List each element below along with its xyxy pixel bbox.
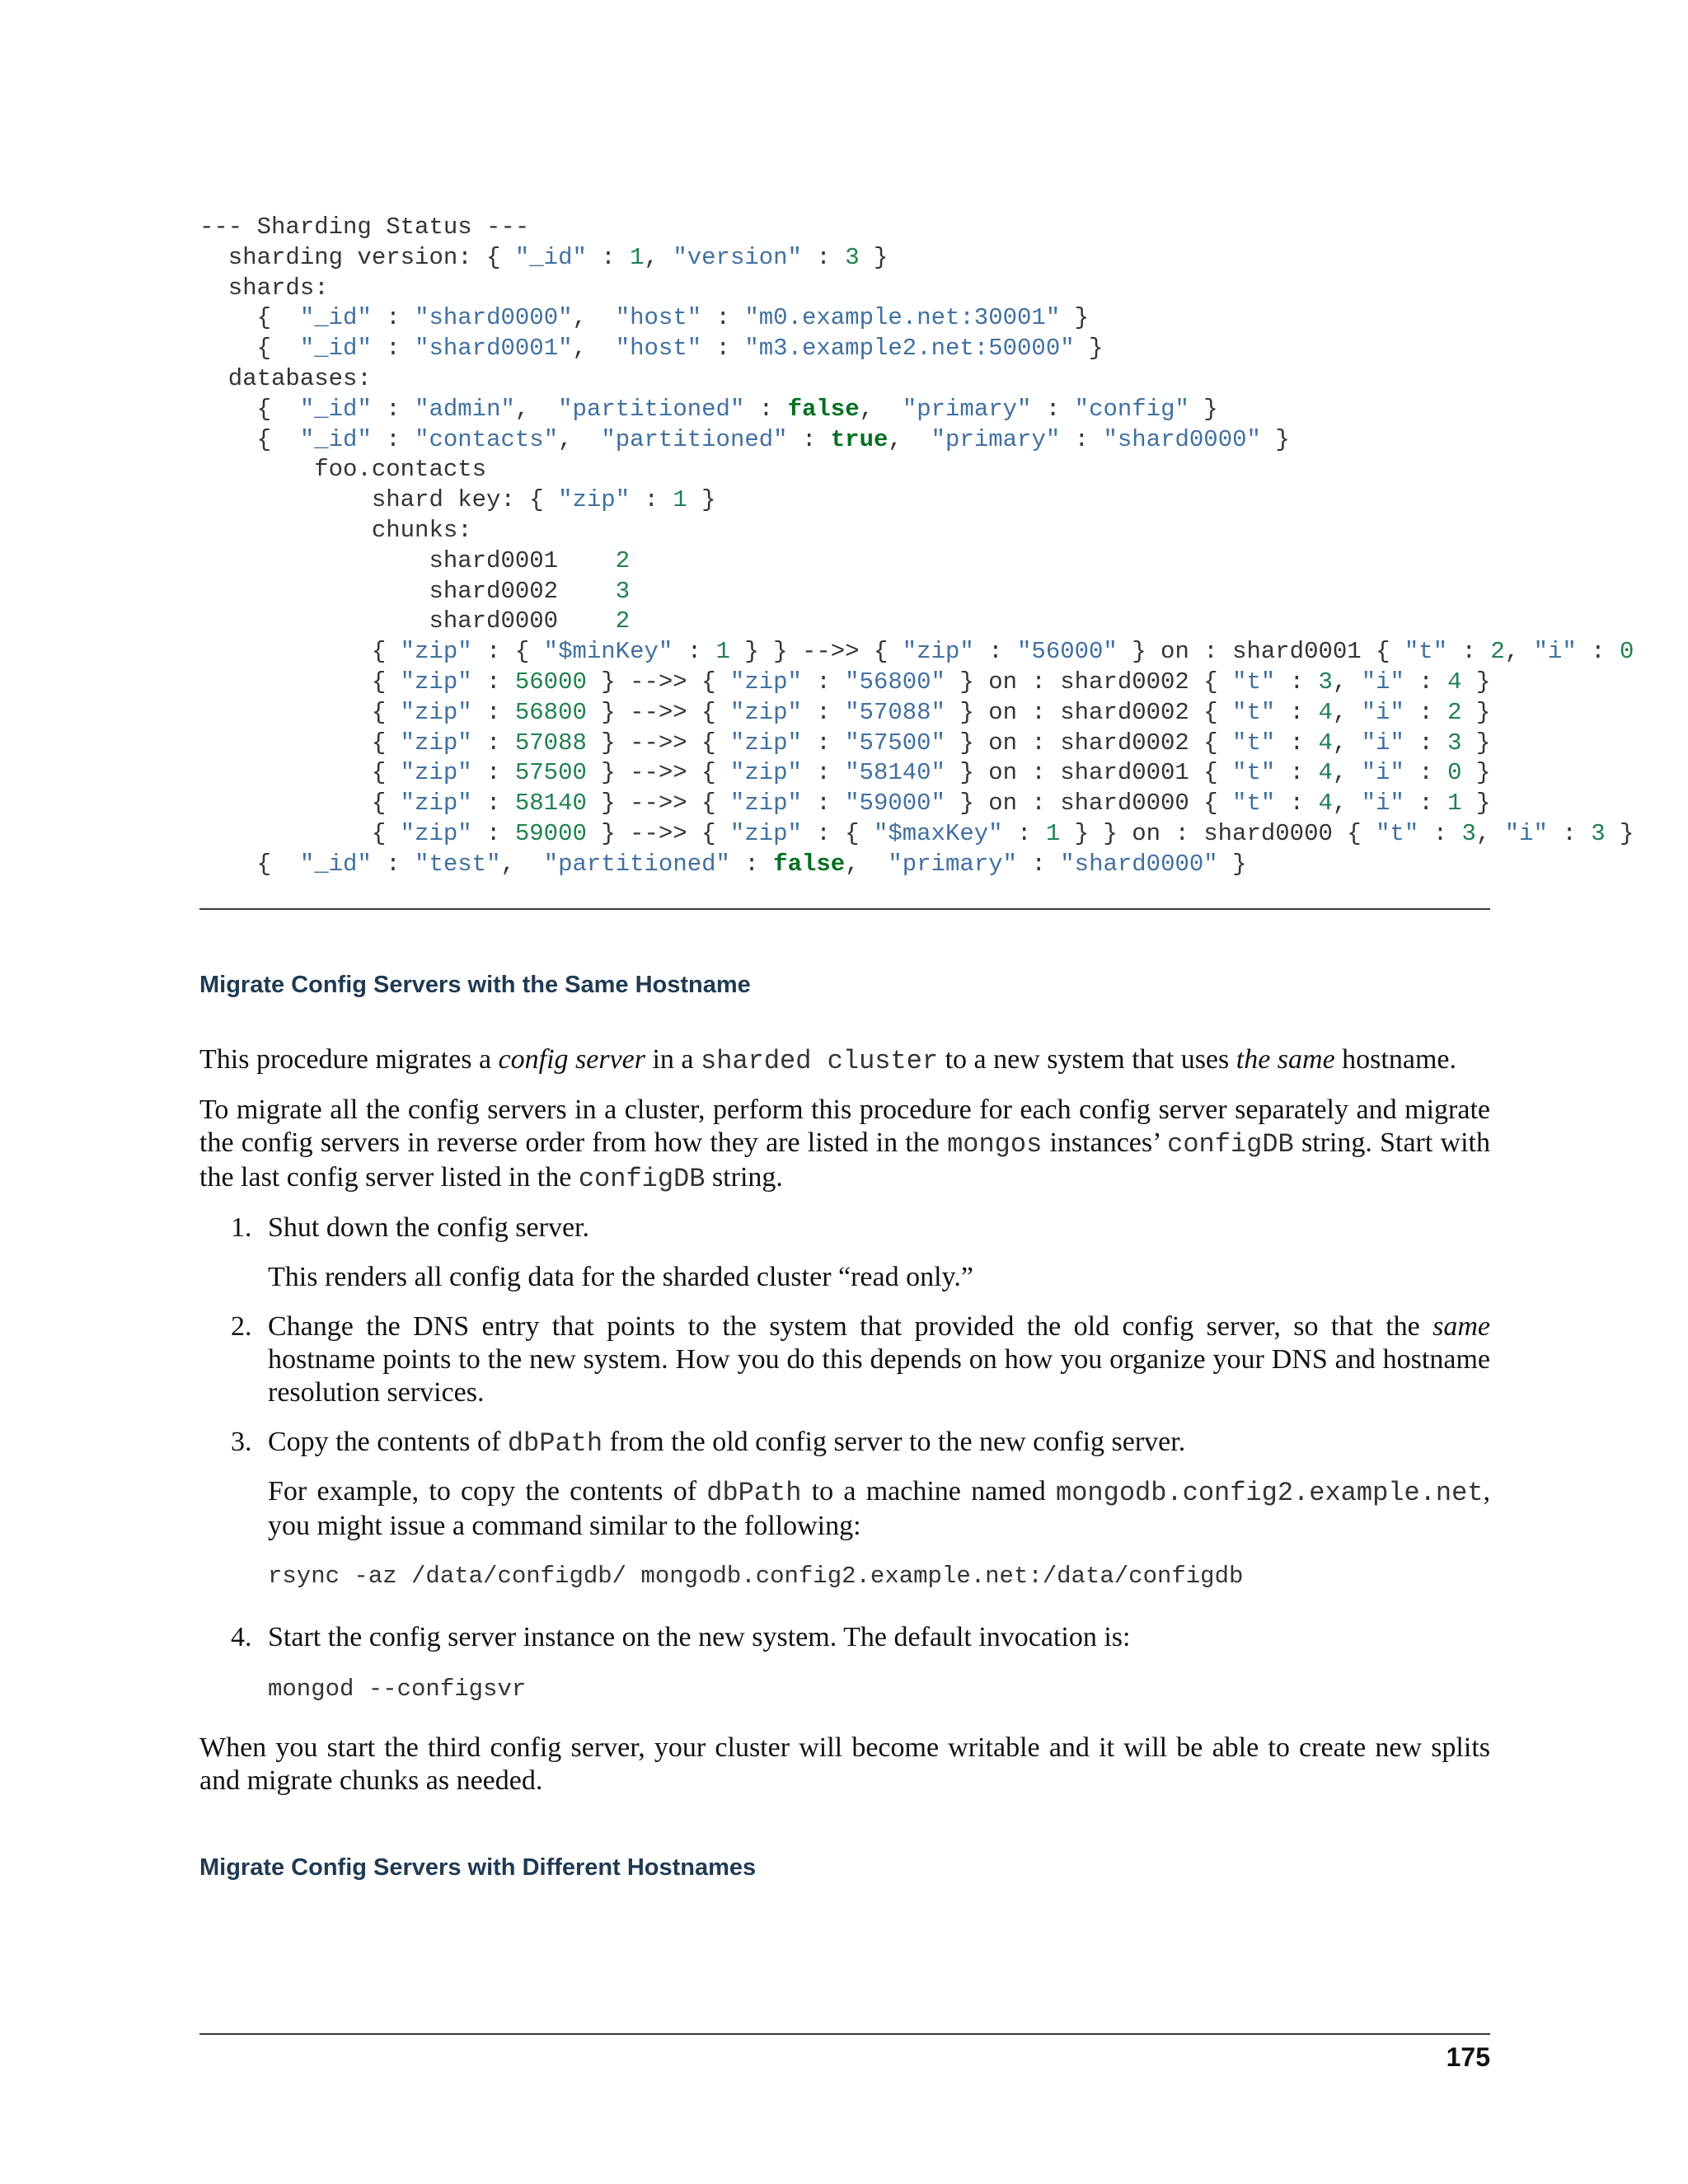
code-token: 4 (1447, 668, 1462, 696)
code-token: : (787, 425, 831, 453)
code-token: "t" (1232, 668, 1276, 696)
code-token: databases: (199, 364, 372, 392)
intro-paragraph: This procedure migrates a config server in a sharded cluster to a new system that uses the same hostname. (199, 1044, 1456, 1076)
code-token: "shard0000" (415, 304, 573, 332)
code-token: 1 (1045, 819, 1061, 847)
code-token: "_id" (514, 243, 587, 271)
code-token: "zip" (729, 790, 802, 818)
code-token: } (1605, 819, 1634, 847)
code-token: 3 (615, 577, 631, 605)
step-3-number: 3. (231, 1427, 252, 1457)
code-token: "config" (1074, 395, 1189, 423)
code-token: { (199, 335, 300, 363)
code-token: 1 (1447, 790, 1462, 818)
code-token: } -->> { (586, 790, 730, 818)
code-token: : (371, 304, 415, 332)
code-token: "t" (1376, 819, 1419, 847)
code-token: 56000 (514, 668, 587, 696)
code-token: { (199, 698, 401, 726)
code-token: "zip" (400, 790, 472, 818)
code-token: shards: (199, 274, 329, 302)
code-token: "_id" (299, 850, 372, 878)
code-token: { (199, 304, 300, 332)
code-token: : (801, 790, 846, 818)
code-token: } (687, 486, 716, 514)
code-token: : (1275, 729, 1319, 757)
code-token: 3 (1318, 668, 1333, 696)
page-number: 175 (1446, 2042, 1490, 2072)
code-token: : (1447, 638, 1491, 666)
code-token: , (1332, 729, 1362, 757)
code-token: } on : shard0002 { (945, 668, 1233, 696)
code-token: , (1332, 759, 1362, 787)
code-token: : (371, 395, 415, 423)
code-token: : (1275, 759, 1319, 787)
code-token: : (1576, 638, 1620, 666)
code-token: , (572, 335, 616, 363)
code-token: "shard0001" (415, 335, 573, 363)
code-token: "zip" (729, 668, 802, 696)
code-token: } (1461, 698, 1491, 726)
code-token: --- Sharding Status --- (199, 213, 530, 241)
code-token: "t" (1404, 638, 1448, 666)
step-1-note: This renders all config data for the sharded cluster “read only.” (268, 1262, 973, 1292)
code-token: } -->> { (586, 729, 730, 757)
code-token: } (1260, 425, 1290, 453)
code-token: } (1217, 850, 1247, 878)
code-token: "zip" (400, 729, 472, 757)
code-token: : (1060, 425, 1104, 453)
code-token: 57088 (514, 729, 587, 757)
code-token: : (1275, 668, 1319, 696)
code-token: : (1404, 759, 1448, 787)
code-token: } (859, 243, 889, 271)
code-token: : (471, 668, 515, 696)
code-token: "58140" (845, 759, 945, 787)
code-token: } } on : shard0000 { (1060, 819, 1376, 847)
code-token: : (801, 243, 846, 271)
code-token: "zip" (400, 698, 472, 726)
code-token: chunks: (199, 516, 472, 544)
code-token: "host" (615, 304, 702, 332)
code-token: : (801, 698, 846, 726)
code-token: } on : shard0001 { (1117, 638, 1404, 666)
code-token: : (471, 698, 515, 726)
code-token: } (1461, 729, 1491, 757)
code-token: foo.contacts (199, 456, 487, 484)
code-token: { (199, 850, 300, 878)
code-token: : (1404, 698, 1448, 726)
code-token: "_id" (299, 395, 372, 423)
code-token: , (1504, 638, 1534, 666)
code-token: : (471, 819, 515, 847)
code-token: "_id" (299, 335, 372, 363)
code-token: shard key: { (199, 486, 559, 514)
code-token: "i" (1533, 638, 1577, 666)
code-token: 4 (1318, 698, 1333, 726)
code-token: "partitioned" (543, 850, 730, 878)
code-token: "zip" (400, 638, 472, 666)
code-token: 58140 (514, 790, 587, 818)
code-token: } } -->> { (729, 638, 903, 666)
code-token: : { (801, 819, 874, 847)
code-token: 2 (615, 546, 631, 574)
code-token: "version" (673, 243, 802, 271)
code-token: 3 (845, 243, 860, 271)
code-token: "i" (1361, 668, 1404, 696)
code-token: 1 (630, 243, 645, 271)
rsync-command: rsync -az /data/configdb/ mongodb.config2.example.net:/data/configdb (268, 1563, 1244, 1590)
code-token: 0 (1620, 638, 1634, 666)
code-token: "primary" (902, 395, 1032, 423)
section-heading-same-hostname: Migrate Config Servers with the Same Hostname (199, 972, 751, 998)
code-token: "test" (415, 850, 501, 878)
step-4-number: 4. (231, 1622, 252, 1652)
code-token: } on : shard0000 { (945, 790, 1233, 818)
code-token: , (1475, 819, 1505, 847)
code-token: 4 (1318, 729, 1333, 757)
code-token: "i" (1504, 819, 1548, 847)
code-token: "$maxKey" (873, 819, 1003, 847)
code-token: 56800 (514, 698, 587, 726)
code-token: 4 (1318, 790, 1333, 818)
code-token: , (888, 425, 931, 453)
code-token: : (1275, 698, 1319, 726)
code-token: , (1332, 698, 1362, 726)
code-token: } (1189, 395, 1218, 423)
code-token: : (801, 668, 846, 696)
code-token: 57500 (514, 759, 587, 787)
code-token: : (630, 486, 673, 514)
code-token: "zip" (558, 486, 631, 514)
code-token: shard0002 (199, 577, 616, 605)
code-token: 59000 (514, 819, 587, 847)
code-token: } (1461, 759, 1491, 787)
code-token: "59000" (845, 790, 945, 818)
code-token: : (701, 304, 745, 332)
code-token: 4 (1318, 759, 1333, 787)
code-token: , (1332, 668, 1362, 696)
migration-order-paragraph: To migrate all the config servers in a cluster, perform this procedure for each config server separately and migrate the config servers in reverse order from how they are listed in the mongos instances’ configDB string. Start with the last config server listed in the configDB string. (199, 1094, 1490, 1194)
code-token: } -->> { (586, 698, 730, 726)
code-token: 3 (1447, 729, 1462, 757)
code-token: , (644, 243, 673, 271)
code-token: : (371, 425, 415, 453)
code-token: "_id" (299, 425, 372, 453)
code-token: "_id" (299, 304, 372, 332)
code-token: : (973, 638, 1018, 666)
code-token: 3 (1461, 819, 1476, 847)
closing-paragraph: When you start the third config server, your cluster will become writable and it will be able to create new splits and migrate chunks as needed. (199, 1732, 1490, 1796)
code-token: : (471, 729, 515, 757)
code-token: : (1275, 790, 1319, 818)
code-token: { (199, 638, 401, 666)
code-token: : (1002, 819, 1046, 847)
code-token: "56000" (1017, 638, 1118, 666)
code-token: 2 (1447, 698, 1462, 726)
code-token: "partitioned" (558, 395, 745, 423)
code-token: : (371, 335, 415, 363)
step-4-text: Start the config server instance on the new system. The default invocation is: (268, 1622, 1131, 1652)
code-token: } on : shard0002 { (945, 729, 1233, 757)
code-token: "t" (1232, 698, 1276, 726)
code-token: : (801, 729, 846, 757)
code-token: "zip" (729, 759, 802, 787)
step-1-number: 1. (231, 1212, 252, 1243)
code-token: } (1461, 790, 1491, 818)
code-token: : (1017, 850, 1061, 878)
code-block-divider (199, 908, 1490, 910)
code-token: { (199, 729, 401, 757)
code-token: "zip" (729, 819, 802, 847)
code-token: : (471, 759, 515, 787)
code-token: : { (471, 638, 544, 666)
code-token: } on : shard0002 { (945, 698, 1233, 726)
code-token: , (859, 395, 903, 423)
code-token: { (199, 668, 401, 696)
sharding-status-code-block (199, 213, 1688, 880)
code-token: } -->> { (586, 759, 730, 787)
code-token: } (1060, 304, 1090, 332)
step-2-number: 2. (231, 1311, 252, 1342)
code-token: , (514, 395, 559, 423)
code-token: 1 (673, 486, 687, 514)
code-token: { (199, 425, 300, 453)
code-token: : (371, 850, 415, 878)
code-token: , (845, 850, 889, 878)
section-heading-different-hostnames: Migrate Config Servers with Different Hostnames (199, 1854, 757, 1881)
code-token: } (1074, 335, 1104, 363)
code-token: : (1418, 819, 1462, 847)
code-token: , (500, 850, 544, 878)
code-token: "shard0000" (1060, 850, 1218, 878)
code-token: "i" (1361, 698, 1404, 726)
code-token: { (199, 819, 401, 847)
code-token: , (1332, 790, 1362, 818)
code-token: : (801, 759, 846, 787)
code-token: "partitioned" (601, 425, 788, 453)
code-token: false (773, 850, 846, 878)
code-token: "zip" (729, 698, 802, 726)
code-token: : (1547, 819, 1592, 847)
code-token: "zip" (400, 668, 472, 696)
code-token: shard0001 (199, 546, 616, 574)
code-token: , (558, 425, 602, 453)
code-token: : (1404, 729, 1448, 757)
code-token: { (199, 395, 300, 423)
mongod-command: mongod --configsvr (268, 1675, 527, 1703)
code-token: "zip" (729, 729, 802, 757)
step-3-example: For example, to copy the contents of dbPath to a machine named mongodb.config2.example.net, you might issue a command similar to the following: (268, 1476, 1490, 1541)
code-token: true (830, 425, 889, 453)
code-token: : (701, 335, 745, 363)
code-token: "zip" (400, 759, 472, 787)
code-token: } -->> { (586, 668, 730, 696)
code-token: : (729, 850, 774, 878)
code-token: "admin" (415, 395, 515, 423)
code-token: sharding version: { (199, 243, 515, 271)
code-token: "contacts" (415, 425, 559, 453)
step-3-text: Copy the contents of dbPath from the old config server to the new config server. (268, 1427, 1186, 1459)
code-token: "host" (615, 335, 702, 363)
code-token: 3 (1591, 819, 1606, 847)
code-token: "t" (1232, 790, 1276, 818)
code-token: } -->> { (586, 819, 730, 847)
code-token: : (744, 395, 788, 423)
code-token: { (199, 759, 401, 787)
code-token: "57500" (845, 729, 945, 757)
code-token: : (673, 638, 716, 666)
code-token: { (199, 790, 401, 818)
code-token: "m0.example.net:30001" (744, 304, 1061, 332)
code-token: "shard0000" (1103, 425, 1261, 453)
code-token: 0 (1447, 759, 1462, 787)
code-token: : (471, 790, 515, 818)
code-token: : (1404, 668, 1448, 696)
code-token: , (572, 304, 616, 332)
code-token: : (1404, 790, 1448, 818)
code-token: 1 (715, 638, 730, 666)
code-token: "57088" (845, 698, 945, 726)
code-token: "i" (1361, 790, 1404, 818)
code-token: } on : shard0001 { (945, 759, 1233, 787)
step-1-text: Shut down the config server. (268, 1212, 589, 1243)
code-token: "i" (1361, 759, 1404, 787)
code-token: : (1031, 395, 1075, 423)
code-token: "zip" (400, 819, 472, 847)
code-token: false (787, 395, 860, 423)
code-token: "primary" (931, 425, 1061, 453)
code-token: 2 (615, 607, 631, 635)
code-token: "56800" (845, 668, 945, 696)
code-token: shard0000 (199, 607, 616, 635)
code-token: "primary" (888, 850, 1018, 878)
code-token: } (1461, 668, 1491, 696)
code-token: : (586, 243, 631, 271)
code-token: "t" (1232, 729, 1276, 757)
code-token: "t" (1232, 759, 1276, 787)
step-2-text: Change the DNS entry that points to the system that provided the old config server, so that the same hostname points to the new system. How you do this depends on how you organize your DNS and hostname resolution services. (268, 1311, 1490, 1408)
code-token: "i" (1361, 729, 1404, 757)
code-token: 2 (1490, 638, 1505, 666)
footer-divider (199, 2033, 1490, 2035)
code-token: "$minKey" (543, 638, 673, 666)
code-token: "zip" (902, 638, 974, 666)
code-token: "m3.example2.net:50000" (744, 335, 1075, 363)
